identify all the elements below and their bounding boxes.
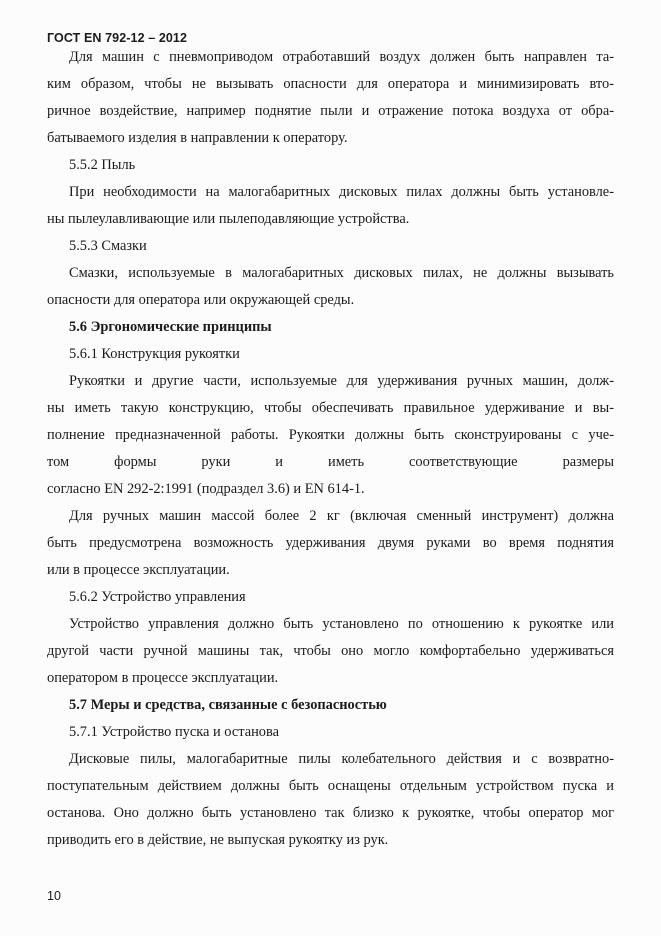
paragraph [47, 611, 614, 692]
text-line: останова. Оно должно быть установлено так близко к рукоятке, чтобы оператор мог [47, 805, 614, 821]
text-line: том формы руки и иметь соответствующие размеры [47, 454, 614, 470]
text-line: Для машин с пневмоприводом отработавший воздух должен быть направлен та- [69, 49, 614, 65]
paragraph [47, 746, 614, 854]
document-header: ГОСТ EN 792-12 – 2012 [47, 31, 188, 45]
text-line: Для ручных машин массой более 2 кг (включая сменный инструмент) должна [69, 508, 614, 524]
paragraph [47, 503, 614, 584]
section-subheading: 5.5.3 Смазки [69, 238, 147, 254]
paragraph [47, 179, 614, 233]
text-line: ричное воздействие, например поднятие пыли и отражение потока воздуха от обра- [47, 103, 614, 119]
text-line: приводить его в действие, не выпуская рукоятку из рук. [47, 832, 389, 848]
paragraph [47, 368, 614, 503]
section-subheading: 5.5.2 Пыль [69, 157, 136, 173]
section-subheading: 5.6.1 Конструкция рукоятки [69, 346, 240, 362]
text-line: ким образом, чтобы не вызывать опасности для оператора и минимизировать вто- [47, 76, 614, 92]
document-body [47, 44, 614, 854]
text-line: Рукоятки и другие части, используемые для удерживания ручных машин, долж- [69, 373, 614, 389]
text-line: или в процессе эксплуатации. [47, 562, 230, 578]
text-line: Смазки, используемые в малогабаритных дисковых пилах, не должны вызывать [69, 265, 614, 281]
paragraph [47, 260, 614, 314]
text-line: ны пылеулавливающие или пылеподавляющие устройства. [47, 211, 410, 227]
text-line: ны иметь такую конструкцию, чтобы обеспечивать правильное удерживание и вы- [47, 400, 614, 416]
text-line: согласно EN 292-2:1991 (подраздел 3.6) и EN 614-1. [47, 481, 365, 497]
text-line: Устройство управления должно быть установлено по отношению к рукоятке или [69, 616, 614, 632]
text-line: батываемого изделия в направлении к оператору. [47, 130, 348, 146]
section-heading: 5.6 Эргономические принципы [69, 319, 272, 335]
text-line: Дисковые пилы, малогабаритные пилы колебательного действия и с возвратно- [69, 751, 614, 767]
section-heading: 5.7 Меры и средства, связанные с безопасностью [69, 697, 387, 713]
text-line: полнение предназначенной работы. Рукоятки должны быть сконструированы с уче- [47, 427, 614, 443]
text-line: другой части ручной машины так, чтобы оно могло комфортабельно удерживаться [47, 643, 614, 659]
text-line: быть предусмотрена возможность удерживания двумя руками во время поднятия [47, 535, 614, 551]
text-line: оператором в процессе эксплуатации. [47, 670, 279, 686]
section-subheading: 5.6.2 Устройство управления [69, 589, 246, 605]
text-line: При необходимости на малогабаритных дисковых пилах должны быть установле- [69, 184, 614, 200]
section-subheading: 5.7.1 Устройство пуска и останова [69, 724, 279, 740]
text-line: опасности для оператора или окружающей среды. [47, 292, 355, 308]
text-line: поступательным действием должны быть оснащены отдельным устройством пуска и [47, 778, 614, 794]
paragraph [47, 44, 614, 152]
page-number: 10 [47, 889, 61, 903]
